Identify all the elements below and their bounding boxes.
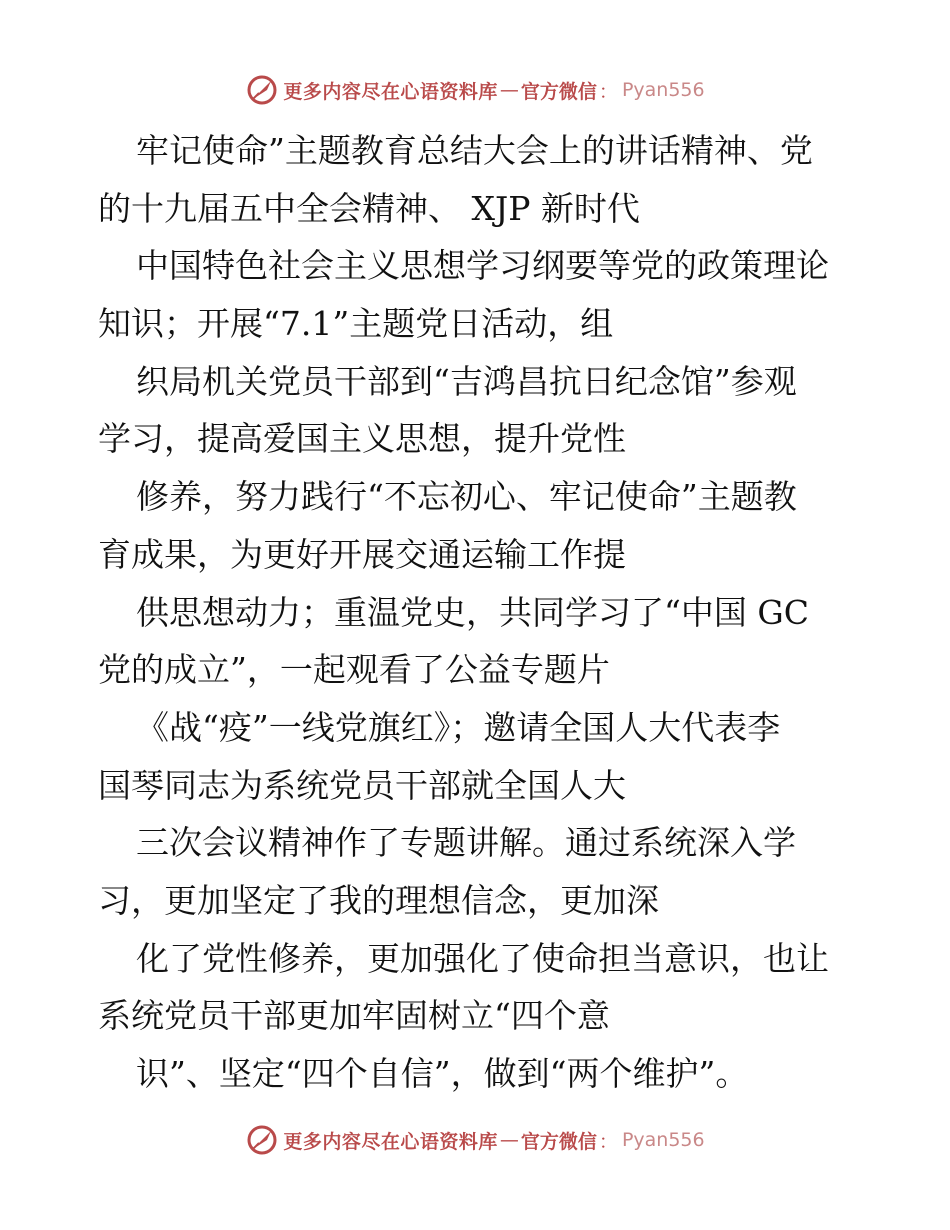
watermark-title: 更多内容尽在心语资料库 [283,80,498,103]
text-line: 的十九届五中全会精神、 XJP 新时代 [98,188,640,228]
text-line: 供思想动力；重温党史，共同学习了“中国 GC [136,592,809,632]
quill-circle-icon [245,73,279,107]
watermark-colon: ： [598,1130,618,1153]
text-line: 化了党性修养，更加强化了使命担当意识，也让 [136,938,829,978]
text-line: 国琴同志为系统党员干部就全国人大 [98,765,626,805]
text-line: 识”、坚定“四个自信”，做到“两个维护”。 [136,1054,749,1093]
text-line: 育成果，为更好开展交通运输工作提 [98,534,626,574]
text-line: 知识；开展“7.1”主题党日活动，组 [98,304,614,344]
document-body [0,122,950,1103]
text-line: 织局机关党员干部到“吉鸿昌抗日纪念馆”参观 [136,361,797,401]
text-line: 党的成立”，一起观看了公益专题片 [98,650,610,690]
text-line: 三次会议精神作了专题讲解。通过系统深入学 [136,823,796,863]
text-line: 习，更加坚定了我的理想信念，更加深 [98,880,659,920]
watermark-account: Pyan556 [621,79,705,101]
text-line: 中国特色社会主义思想学习纲要等党的政策理论 [136,246,829,286]
text-line: 牢记使命”主题教育总结大会上的讲话精神、党 [136,131,813,170]
watermark-separator: — [499,1129,519,1151]
watermark-account: Pyan556 [621,1129,705,1151]
watermark-wechat-label: 官方微信 [520,80,597,103]
text-line: 《战“疫”一线党旗红》；邀请全国人大代表李 [136,707,781,747]
text-line: 学习，提高爱国主义思想，提升党性 [98,419,626,459]
watermark-colon: ： [598,80,618,103]
text-line: 系统党员干部更加牢固树立“四个意 [98,996,610,1036]
quill-circle-icon [245,1123,279,1157]
watermark-wechat-label: 官方微信 [520,1130,597,1153]
watermark-separator: — [499,79,519,101]
watermark-title: 更多内容尽在心语资料库 [283,1130,498,1153]
text-line: 修养，努力践行“不忘初心、牢记使命”主题教 [136,477,797,517]
header-watermark [0,70,950,110]
footer-watermark [0,1120,950,1160]
